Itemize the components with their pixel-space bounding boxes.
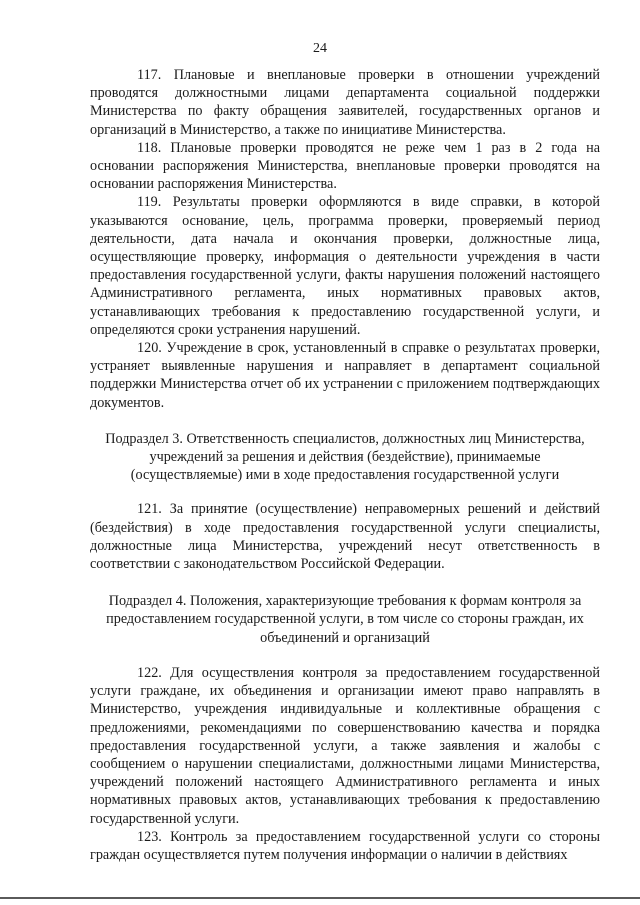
paragraph-123: 123. Контроль за предоставлением государственной услуги со стороны граждан осуществляется путем получения информации о наличии в действиях [90, 828, 600, 863]
paragraph-118: 118. Плановые проверки проводятся не реже чем 1 раз в 2 года на основании распоряжения Министерства, внеплановые проверки проводятся на основании распоряжения Министерства. [90, 139, 600, 193]
subsection-4-heading: Подраздел 4. Положения, характеризующие требования к формам контроля за предоставлением государственной услуги, в том числе со стороны граждан, их объединений и организаций [106, 593, 584, 646]
paragraph-119: 119. Результаты проверки оформляются в виде справки, в которой указываются основание, цель, программа проверки, проверяемый период деятельности, дата начала и окончания проверки, должностные лица, осуществляющие проверку, информация о деятельности учреждения в части предоставления государственной услуги, факты нарушения положений настоящего Административного регламента, иных нормативных правовых актов, устанавливающих требования к предоставлению государственной услуги, и определяются сроки устранения нарушений. [90, 194, 600, 338]
subsection-3-heading: Подраздел 3. Ответственность специалистов, должностных лиц Министерства, учреждений за решения и действия (бездействие), принимаемые (осуществляемые) ими в ходе предоставления государственной услуги [105, 430, 585, 484]
paragraph-122: 122. Для осуществления контроля за предоставлением государственной услуги граждане, их объединения и организации имеют право направлять в Министерство, учреждения индивидуальные и коллективные обращения с предложениями, рекомендациями по совершенствованию качества и порядка предоставления государственной услуги, а также заявления и жалобы с сообщением о нарушении специалистами, должностными лицами Министерства, учреждений положений настоящего Административного регламента и иных нормативных правовых актов, устанавливающих требования к предоставлению государственной услуги. [90, 664, 600, 827]
page-content [90, 66, 600, 864]
paragraph-117: 117. Плановые и внеплановые проверки в отношении учреждений проводятся должностными лицами департамента социальной поддержки Министерства по факту обращения заявителей, государственных органов и организаций в Министерство, а также по инициативе Министерства. [90, 67, 600, 138]
page-number: 24 [313, 41, 327, 56]
scan-edge-line [0, 897, 640, 899]
paragraph-120: 120. Учреждение в срок, установленный в справке о результатах проверки, устраняет выявленные нарушения и направляет в департамент социальной поддержки Министерства отчет об их устранении с приложением подтверждающих документов. [90, 340, 600, 411]
paragraph-121: 121. За принятие (осуществление) неправомерных решений и действий (бездействия) в ходе предоставления государственной услуги специалисты, должностные лица Министерства, учреждений несут ответственность в соответствии с законодательством Российской Федерации. [90, 501, 600, 573]
